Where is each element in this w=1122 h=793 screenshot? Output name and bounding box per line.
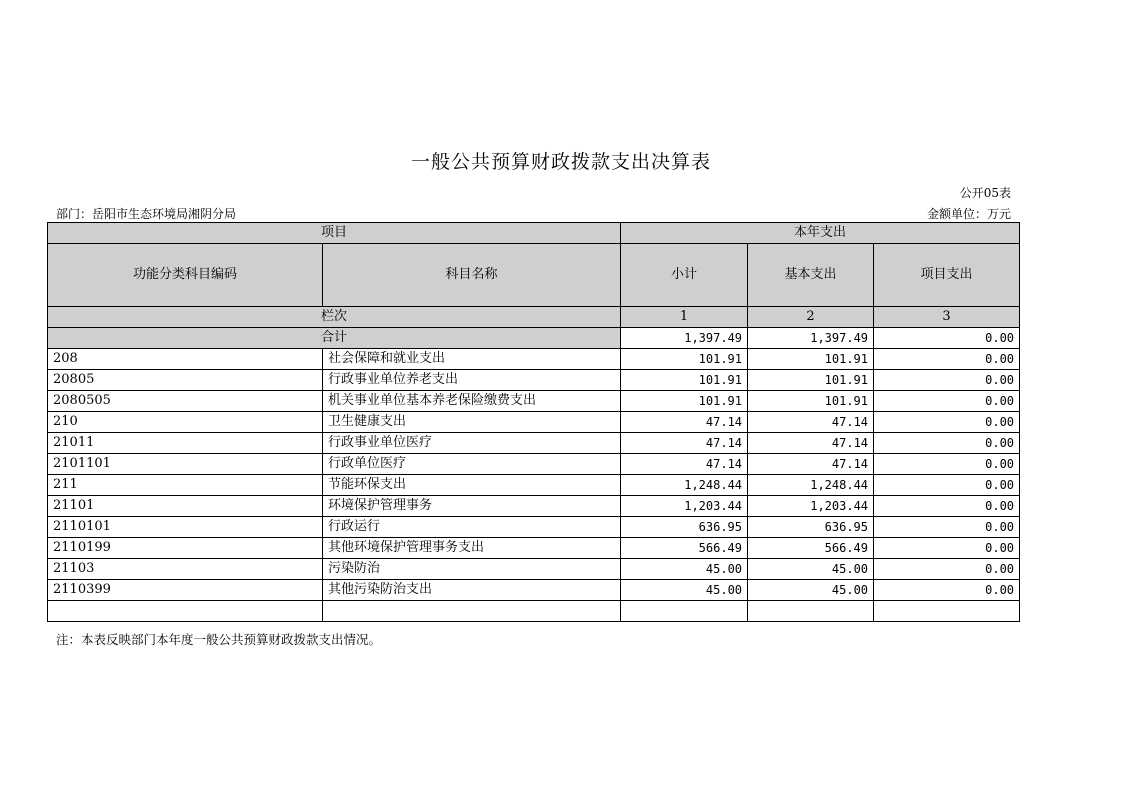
unit-label: 金额单位：万元 <box>926 207 1011 221</box>
project-exp-cell: 0.00 <box>874 391 1020 412</box>
project-exp-cell: 0.00 <box>874 580 1020 601</box>
column-order-label: 栏次 <box>48 307 621 328</box>
name-cell: 卫生健康支出 <box>323 412 621 433</box>
header-code: 功能分类科目编码 <box>48 244 323 307</box>
total-project-exp: 0.00 <box>874 328 1020 349</box>
project-exp-cell: 0.00 <box>874 433 1020 454</box>
table-row <box>48 580 1020 601</box>
header-name: 科目名称 <box>323 244 621 307</box>
project-exp-cell: 0.00 <box>874 370 1020 391</box>
name-cell: 行政事业单位养老支出 <box>323 370 621 391</box>
subtotal-cell: 47.14 <box>621 412 748 433</box>
code-cell: 20805 <box>48 370 323 391</box>
name-cell: 社会保障和就业支出 <box>323 349 621 370</box>
project-exp-cell: 0.00 <box>874 475 1020 496</box>
total-row <box>48 328 1020 349</box>
page-title: 一般公共预算财政拨款支出决算表 <box>410 151 711 173</box>
table-row <box>48 370 1020 391</box>
header-row-columns <box>48 244 1020 307</box>
project-exp-cell: 0.00 <box>874 538 1020 559</box>
total-subtotal: 1,397.49 <box>621 328 748 349</box>
empty-cell <box>621 601 748 622</box>
column-number-1: 1 <box>621 307 748 328</box>
name-cell: 环境保护管理事务 <box>323 496 621 517</box>
table-row <box>48 538 1020 559</box>
empty-cell <box>48 601 323 622</box>
name-cell: 其他污染防治支出 <box>323 580 621 601</box>
subtotal-cell: 45.00 <box>621 580 748 601</box>
basic-cell: 47.14 <box>748 454 874 475</box>
code-cell: 21103 <box>48 559 323 580</box>
basic-cell: 101.91 <box>748 349 874 370</box>
code-cell: 21101 <box>48 496 323 517</box>
code-cell: 21011 <box>48 433 323 454</box>
table-row <box>48 559 1020 580</box>
header-subtotal: 小计 <box>621 244 748 307</box>
basic-cell: 566.49 <box>748 538 874 559</box>
table-row <box>48 496 1020 517</box>
name-cell: 其他环境保护管理事务支出 <box>323 538 621 559</box>
expenditure-table <box>47 222 1020 622</box>
name-cell: 污染防治 <box>323 559 621 580</box>
project-exp-cell: 0.00 <box>874 517 1020 538</box>
basic-cell: 1,248.44 <box>748 475 874 496</box>
code-cell: 2080505 <box>48 391 323 412</box>
name-cell: 行政事业单位医疗 <box>323 433 621 454</box>
column-number-3: 3 <box>874 307 1020 328</box>
code-cell: 2101101 <box>48 454 323 475</box>
table-row <box>48 412 1020 433</box>
total-label: 合计 <box>48 328 621 349</box>
subtotal-cell: 101.91 <box>621 370 748 391</box>
empty-cell <box>874 601 1020 622</box>
empty-cell <box>748 601 874 622</box>
table-row <box>48 517 1020 538</box>
subtotal-cell: 47.14 <box>621 454 748 475</box>
header-current-year: 本年支出 <box>621 223 1020 244</box>
basic-cell: 101.91 <box>748 370 874 391</box>
header-project-exp: 项目支出 <box>874 244 1020 307</box>
subtotal-cell: 101.91 <box>621 391 748 412</box>
code-cell: 2110199 <box>48 538 323 559</box>
footnote: 注：本表反映部门本年度一般公共预算财政拨款支出情况。 <box>56 632 382 647</box>
form-number: 公开05表 <box>959 186 1011 200</box>
subtotal-cell: 47.14 <box>621 433 748 454</box>
code-cell: 211 <box>48 475 323 496</box>
name-cell: 节能环保支出 <box>323 475 621 496</box>
table-row <box>48 391 1020 412</box>
subtotal-cell: 101.91 <box>621 349 748 370</box>
subtotal-cell: 1,203.44 <box>621 496 748 517</box>
basic-cell: 45.00 <box>748 559 874 580</box>
subtotal-cell: 45.00 <box>621 559 748 580</box>
project-exp-cell: 0.00 <box>874 412 1020 433</box>
code-cell: 2110399 <box>48 580 323 601</box>
project-exp-cell: 0.00 <box>874 454 1020 475</box>
basic-cell: 47.14 <box>748 433 874 454</box>
table-row <box>48 433 1020 454</box>
table-row <box>48 454 1020 475</box>
header-basic: 基本支出 <box>748 244 874 307</box>
basic-cell: 636.95 <box>748 517 874 538</box>
column-number-2: 2 <box>748 307 874 328</box>
empty-cell <box>323 601 621 622</box>
total-basic: 1,397.49 <box>748 328 874 349</box>
header-row-project <box>48 223 1020 244</box>
project-exp-cell: 0.00 <box>874 349 1020 370</box>
name-cell: 机关事业单位基本养老保险缴费支出 <box>323 391 621 412</box>
basic-cell: 101.91 <box>748 391 874 412</box>
header-project: 项目 <box>48 223 621 244</box>
subtotal-cell: 566.49 <box>621 538 748 559</box>
header-row-column-order <box>48 307 1020 328</box>
project-exp-cell: 0.00 <box>874 559 1020 580</box>
table-row <box>48 349 1020 370</box>
department-label: 部门：岳阳市生态环境局湘阴分局 <box>56 207 237 221</box>
basic-cell: 47.14 <box>748 412 874 433</box>
basic-cell: 1,203.44 <box>748 496 874 517</box>
name-cell: 行政单位医疗 <box>323 454 621 475</box>
name-cell: 行政运行 <box>323 517 621 538</box>
code-cell: 208 <box>48 349 323 370</box>
code-cell: 210 <box>48 412 323 433</box>
code-cell: 2110101 <box>48 517 323 538</box>
subtotal-cell: 636.95 <box>621 517 748 538</box>
basic-cell: 45.00 <box>748 580 874 601</box>
table-row <box>48 475 1020 496</box>
subtotal-cell: 1,248.44 <box>621 475 748 496</box>
project-exp-cell: 0.00 <box>874 496 1020 517</box>
empty-row <box>48 601 1020 622</box>
